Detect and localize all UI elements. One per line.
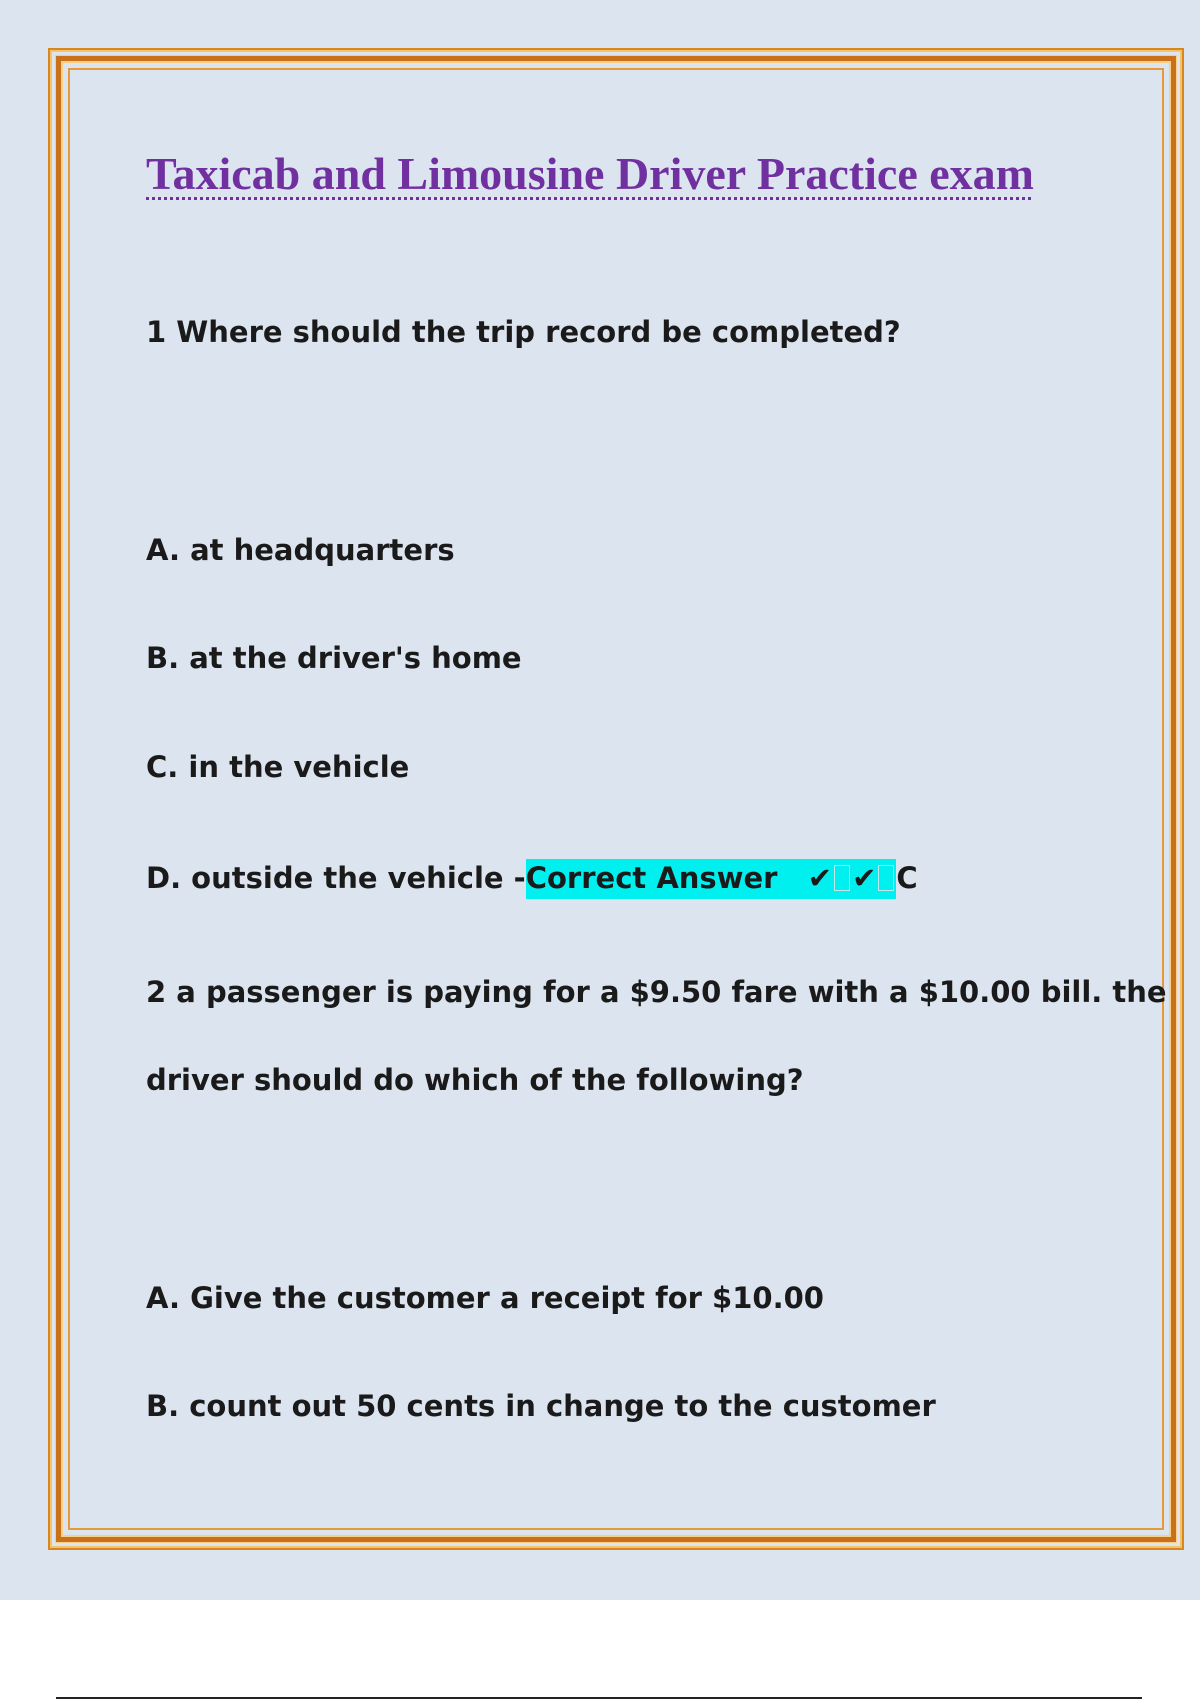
question-1-option-c: C. in the vehicle bbox=[146, 750, 410, 784]
correct-answer-value: C bbox=[896, 861, 918, 895]
page-border bbox=[48, 48, 1184, 1550]
missing-glyph-box-icon bbox=[878, 865, 894, 891]
question-2-prompt-line-2: driver should do which of the following? bbox=[146, 1063, 804, 1097]
question-1-prompt: 1 Where should the trip record be completed? bbox=[146, 315, 901, 349]
document-title: Taxicab and Limousine Driver Practice exam bbox=[146, 148, 1034, 199]
question-2-option-a: A. Give the customer a receipt for $10.00 bbox=[146, 1281, 824, 1315]
footer-divider bbox=[56, 1697, 1142, 1699]
missing-glyph-box-icon bbox=[834, 865, 850, 891]
question-2-option-b: B. count out 50 cents in change to the customer bbox=[146, 1389, 936, 1423]
correct-answer-highlight bbox=[526, 859, 897, 899]
question-1-option-a: A. at headquarters bbox=[146, 533, 455, 567]
question-1-option-b: B. at the driver's home bbox=[146, 641, 522, 675]
question-1-option-d: D. outside the vehicle - bbox=[146, 861, 526, 895]
correct-answer-label: Correct Answer bbox=[525, 861, 778, 895]
page-border-middle bbox=[56, 56, 1176, 1542]
check-mark-icon: ✔ bbox=[807, 861, 833, 895]
question-2-prompt-line-1: 2 a passenger is paying for a $9.50 fare with a $10.00 bill. the bbox=[146, 975, 1167, 1009]
question-1-option-d-row bbox=[146, 858, 918, 898]
check-mark-icon: ✔ bbox=[852, 861, 877, 895]
